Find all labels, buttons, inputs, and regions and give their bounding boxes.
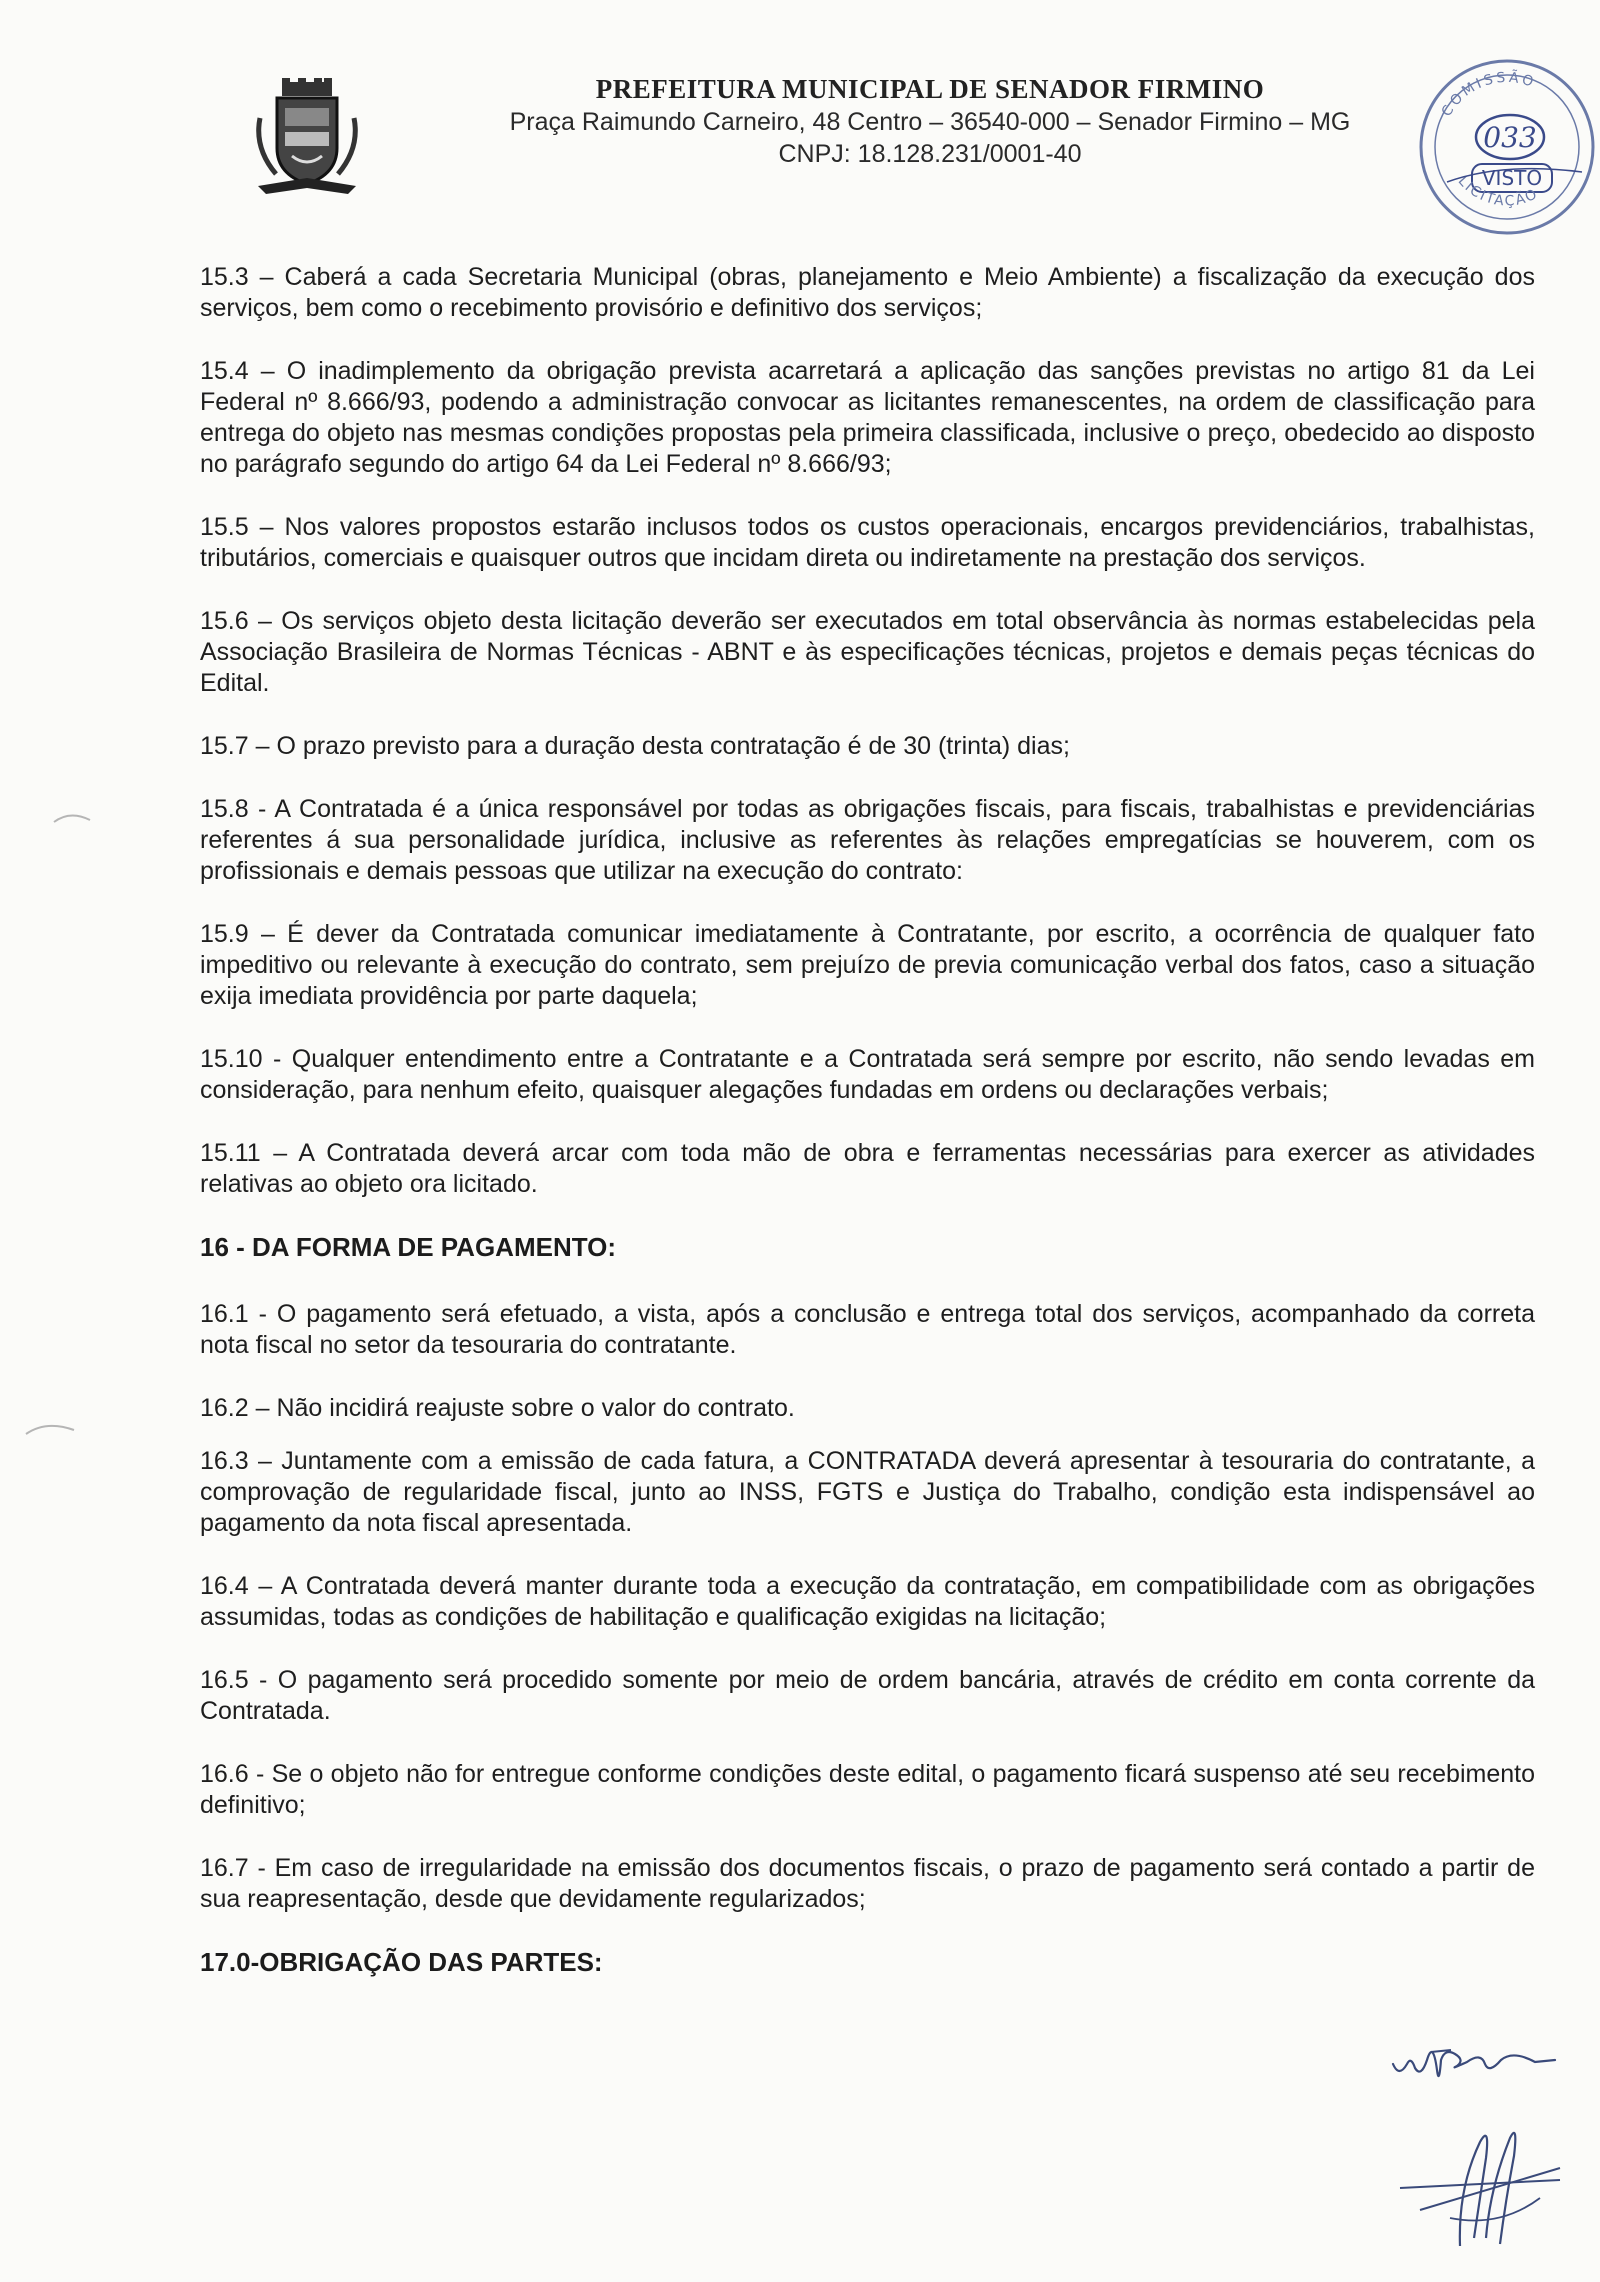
header-text-block	[430, 72, 1430, 170]
clause-15-3: 15.3 – Caberá a cada Secretaria Municipal (obras, planejamento e Meio Ambiente) a fiscalização da execução dos serviços, bem como o recebimento provisório e definitivo dos serviços;	[200, 263, 1535, 322]
handwritten-initials	[1385, 2020, 1565, 2092]
clause-15-6: 15.6 – Os serviços objeto desta licitação deverão ser executados em total observância às normas estabelecidas pela Associação Brasileira de Normas Técnicas - ABNT e às especificações técnicas, projetos e demais peças técnicas do Edital.	[200, 607, 1535, 697]
scan-margin-mark	[22, 1418, 82, 1438]
document-body	[200, 262, 1535, 2014]
clause-16-1: 16.1 - O pagamento será efetuado, a vista, após a conclusão e entrega total dos serviços, acompanhado da correta nota fiscal no setor da tesouraria do contratante.	[200, 1300, 1535, 1359]
clause-16-5: 16.5 - O pagamento será procedido somente por meio de ordem bancária, através de crédito em conta corrente da Contratada.	[200, 1666, 1535, 1725]
clause-15-8: 15.8 - A Contratada é a única responsável por todas as obrigações fiscais, para fiscais, trabalhistas e previdenciárias referentes á sua personalidade jurídica, inclusive as referentes às relações empregatícias se houverem, com os profissionais e demais pessoas que utilizar na execução do contrato:	[200, 795, 1535, 885]
clause-15-4: 15.4 – O inadimplemento da obrigação prevista acarretará a aplicação das sanções previstas no artigo 81 da Lei Federal nº 8.666/93, podendo a administração convocar as licitantes remanescentes, na ordem de classificação para entrega do objeto nas mesmas condições propostas pela primeira classificada, inclusive o preço, obedecido ao disposto no parágrafo segundo do artigo 64 da Lei Federal nº 8.666/93;	[200, 357, 1535, 478]
scan-margin-mark	[50, 808, 100, 828]
clause-16-4: 16.4 – A Contratada deverá manter durante toda a execução da contratação, em compatibilidade com as obrigações assumidas, todas as condições de habilitação e qualificação exigidas na licitação;	[200, 1572, 1535, 1631]
section-16-title: 16 - DA FORMA DE PAGAMENTO:	[200, 1232, 617, 1262]
stamp-top-text: COMISSÃO	[1438, 69, 1539, 120]
clause-16-2: 16.2 – Não incidirá reajuste sobre o valor do contrato.	[200, 1394, 795, 1422]
document-header	[0, 0, 1600, 240]
clause-15-9: 15.9 – É dever da Contratada comunicar imediatamente à Contratante, por escrito, a ocorrência de qualquer fato impeditivo ou relevante à execução do contrato, sem prejuízo de previa comunicação verbal dos fatos, caso a situação exija imediata providência por parte daquela;	[200, 920, 1535, 1010]
stamp-bottom-text: LICITAÇÃO	[1454, 173, 1542, 210]
stamp-number: 033	[1483, 121, 1537, 154]
clause-15-11: 15.11 – A Contratada deverá arcar com toda mão de obra e ferramentas necessárias para exercer as atividades relativas ao objeto ora licitado.	[200, 1139, 1535, 1198]
section-17-title: 17.0-OBRIGAÇÃO DAS PARTES:	[200, 1947, 603, 1977]
clause-15-10: 15.10 - Qualquer entendimento entre a Contratante e a Contratada será sempre por escrito, não sendo levadas em consideração, para nenhum efeito, quaisquer alegações fundadas em ordens ou declarações verbais;	[200, 1045, 1535, 1104]
organization-address: Praça Raimundo Carneiro, 48 Centro – 36540-000 – Senador Firmino – MG	[509, 108, 1351, 136]
clause-15-7: 15.7 – O prazo previsto para a duração desta contratação é de 30 (trinta) dias;	[200, 732, 1070, 760]
organization-name: PREFEITURA MUNICIPAL DE SENADOR FIRMINO	[595, 74, 1265, 104]
municipal-crest-icon	[252, 78, 362, 196]
clause-16-6: 16.6 - Se o objeto não for entregue conforme condições deste edital, o pagamento ficará suspenso até seu recebimento definitivo;	[200, 1760, 1535, 1819]
handwritten-signature	[1390, 2118, 1570, 2258]
comissao-licitacao-stamp	[1412, 52, 1600, 242]
clause-16-3: 16.3 – Juntamente com a emissão de cada fatura, a CONTRATADA deverá apresentar à tesouraria do contratante, a comprovação de regularidade fiscal, junto ao INSS, FGTS e Justiça do Trabalho, condição esta indispensável ao pagamento da nota fiscal apresentada.	[200, 1447, 1535, 1537]
clause-15-5: 15.5 – Nos valores propostos estarão inclusos todos os custos operacionais, encargos previdenciários, trabalhistas, tributários, comerciais e quaisquer outros que incidam direta ou indiretamente na prestação dos serviços.	[200, 513, 1535, 572]
organization-cnpj: CNPJ: 18.128.231/0001-40	[778, 140, 1082, 168]
clause-16-7: 16.7 - Em caso de irregularidade na emissão dos documentos fiscais, o prazo de pagamento será contado a partir de sua reapresentação, desde que devidamente regularizados;	[200, 1854, 1535, 1913]
stamp-visto-text: VISTO	[1481, 166, 1543, 190]
